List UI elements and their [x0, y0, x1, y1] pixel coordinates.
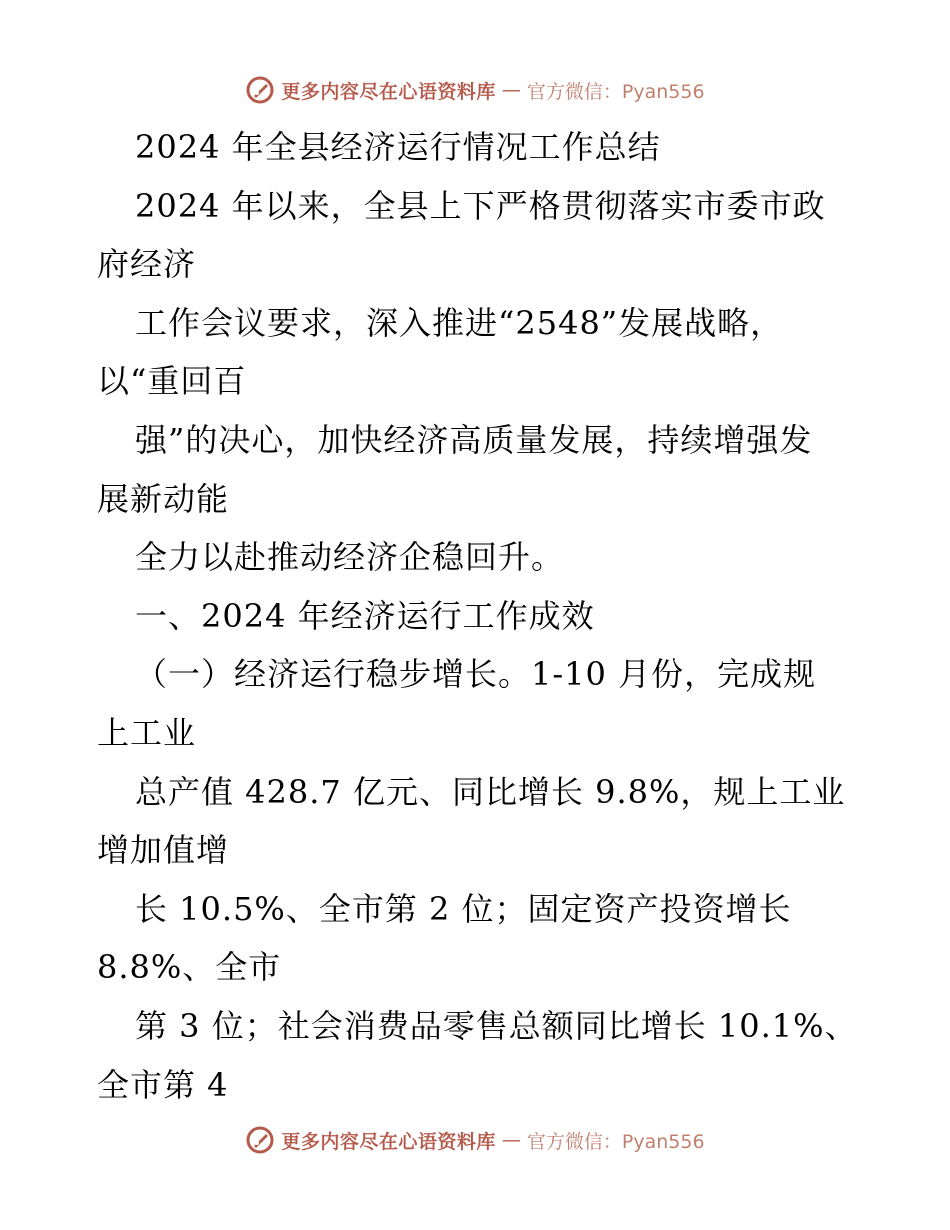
watermark-contact: 官方微信：Pyan556 [526, 80, 705, 103]
text-line: 第 3 位；社会消费品零售总额同比增长 10.1%、 [135, 1006, 858, 1045]
text-line: 全市第 4 [97, 1065, 229, 1104]
footer-watermark [0, 1120, 950, 1160]
document-body [97, 118, 867, 1114]
text-line: 8.8%、全市 [97, 948, 282, 987]
watermark-contact: 官方微信：Pyan556 [526, 1130, 705, 1153]
text-line: 展新动能 [97, 479, 230, 518]
text-line: 工作会议要求，深入推进“2548”发展战略， [135, 303, 784, 342]
text-line: 2024 年以来，全县上下严格贯彻落实市委市政 [135, 186, 826, 225]
text-line: 一、2024 年经济运行工作成效 [135, 596, 595, 635]
text-line: 强”的决心，加快经济高质量发展，持续增强发 [135, 420, 813, 459]
header-watermark [0, 70, 950, 110]
text-line: 2024 年全县经济运行情况工作总结 [135, 128, 661, 166]
text-line: 以“重回百 [97, 362, 247, 401]
text-line: 上工业 [97, 713, 197, 752]
text-line: 全力以赴推动经济企稳回升。 [135, 538, 565, 577]
text-line: 总产值 428.7 亿元、同比增长 9.8%，规上工业 [135, 772, 846, 811]
text-line: 府经济 [97, 245, 197, 284]
text-line: （一）经济运行稳步增长。1-10 月份，完成规 [135, 655, 817, 694]
watermark-separator: — [501, 1129, 521, 1151]
quill-logo-icon [245, 75, 275, 105]
watermark-brand: 更多内容尽在心语资料库 [281, 80, 496, 103]
text-line: 增加值增 [97, 831, 230, 870]
watermark-separator: — [501, 79, 521, 101]
quill-logo-icon [245, 1125, 275, 1155]
text-line: 长 10.5%、全市第 2 位；固定资产投资增长 [135, 889, 792, 928]
watermark-brand: 更多内容尽在心语资料库 [281, 1130, 496, 1153]
